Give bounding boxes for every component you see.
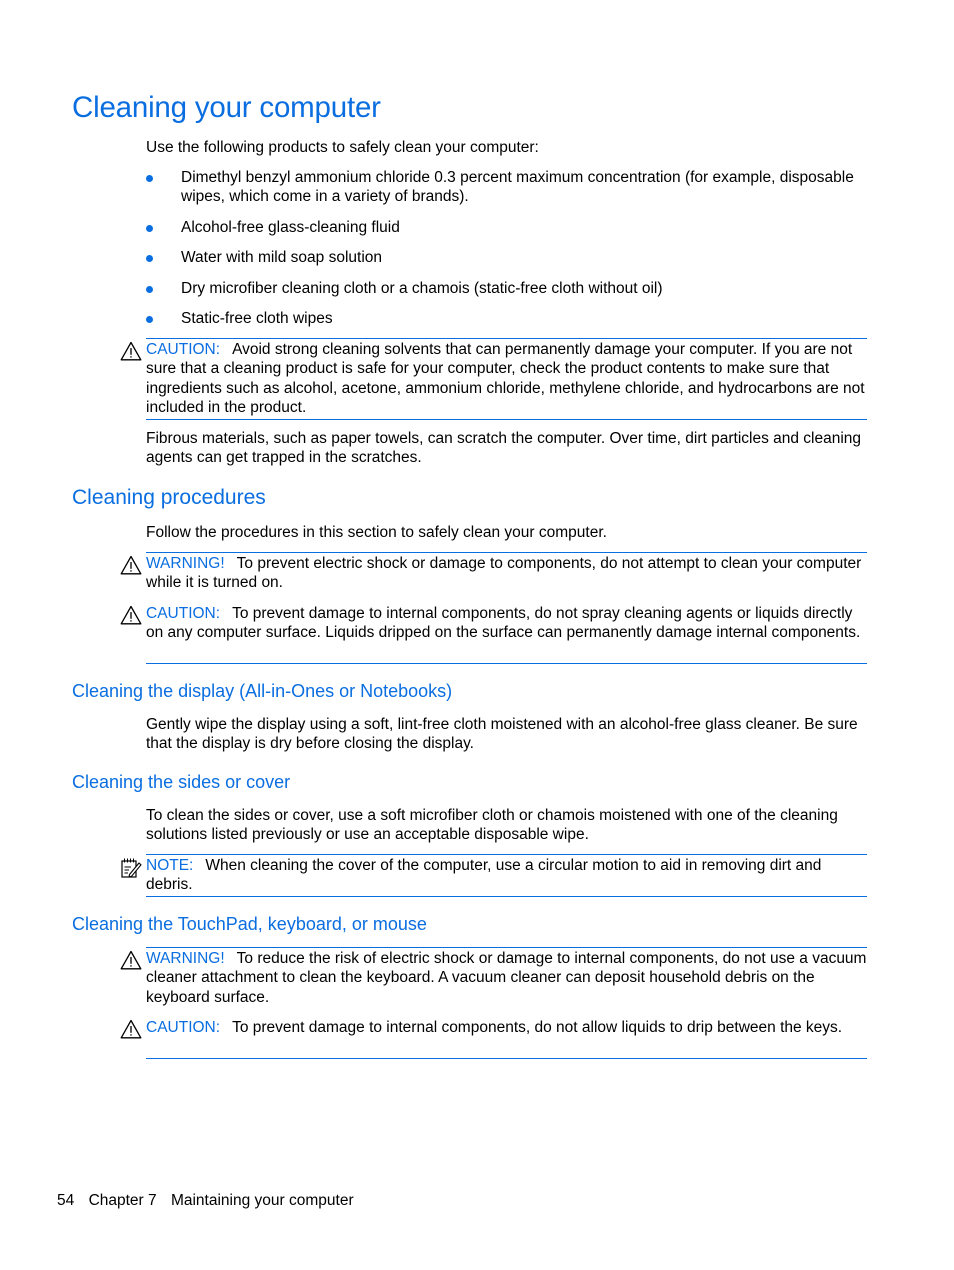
- warning-label: WARNING!: [146, 950, 225, 967]
- sides-text: To clean the sides or cover, use a soft microfiber cloth or chamois moistened with one of the cleaning solutions listed previously or use an acceptable disposable wipe.: [146, 807, 838, 844]
- fibrous-text: Fibrous materials, such as paper towels, can scratch the computer. Over time, dirt particles and cleaning agents can get trapped in the scratches.: [146, 430, 862, 467]
- page-title: Cleaning your computer: [72, 91, 381, 124]
- section-heading: Cleaning procedures: [72, 486, 266, 509]
- notice-bottom-rule: [146, 896, 867, 897]
- notice-top-rule: [146, 947, 867, 948]
- warning-triangle-icon: [120, 341, 142, 361]
- note-notice: [146, 856, 867, 895]
- warning-triangle-icon: [120, 950, 142, 970]
- notice-bottom-rule: [146, 1058, 867, 1059]
- caution-text: To prevent damage to internal components, do not allow liquids to drip between the keys.: [232, 1019, 843, 1036]
- caution-label: CAUTION:: [146, 605, 221, 622]
- chapter-label: Chapter 7: [88, 1192, 157, 1209]
- warning-notice: [146, 554, 867, 593]
- warning-label: WARNING!: [146, 555, 225, 572]
- procedures-intro: Follow the procedures in this section to safely clean your computer.: [146, 524, 607, 541]
- notice-top-rule: [146, 552, 867, 553]
- caution-notice: [146, 604, 867, 643]
- notice-top-rule: [146, 338, 867, 339]
- bullet-icon: [146, 316, 153, 323]
- note-pencil-icon: [120, 857, 142, 879]
- bullet-icon: [146, 175, 153, 182]
- notice-bottom-rule: [146, 663, 867, 664]
- display-text: Gently wipe the display using a soft, lint-free cloth moistened with an alcohol-free glass cleaner. Be sure that the display is dry before closing the display.: [146, 716, 858, 753]
- list-item: Dry microfiber cleaning cloth or a chamois (static-free cloth without oil): [146, 279, 868, 298]
- subsection-heading: Cleaning the sides or cover: [72, 772, 291, 792]
- list-item: Static-free cloth wipes: [146, 309, 868, 328]
- bullet-icon: [146, 225, 153, 232]
- list-item: Dimethyl benzyl ammonium chloride 0.3 percent maximum concentration (for example, disposable wipes, which come in a variety of brands).: [146, 168, 868, 207]
- subsection-heading: Cleaning the display (All-in-Ones or Notebooks): [72, 681, 453, 701]
- caution-notice: [146, 1018, 867, 1037]
- caution-text: Avoid strong cleaning solvents that can permanently damage your computer. If you are not sure that a cleaning product is safe for your computer, check the product contents to make sure that ingredients such as alcohol, acetone, ammonium chloride, methylene chloride, and hydrocarbons are not included in the product.: [146, 341, 865, 416]
- warning-text: To reduce the risk of electric shock or damage to internal components, do not use a vacuum cleaner attachment to clean the keyboard. A vacuum cleaner can deposit household debris on the keyboard surface.: [146, 950, 867, 1006]
- caution-notice: [146, 340, 867, 417]
- list-item: Alcohol-free glass-cleaning fluid: [146, 218, 868, 237]
- warning-triangle-icon: [120, 605, 142, 625]
- warning-text: To prevent electric shock or damage to components, do not attempt to clean your computer while it is turned on.: [146, 555, 862, 592]
- caution-text: To prevent damage to internal components, do not spray cleaning agents or liquids directly on any computer surface. Liquids dripped on the surface can permanently damage internal components.: [146, 605, 861, 642]
- caution-label: CAUTION:: [146, 1019, 221, 1036]
- warning-notice: [146, 949, 867, 1007]
- warning-triangle-icon: [120, 555, 142, 575]
- notice-bottom-rule: [146, 419, 867, 420]
- bullet-icon: [146, 255, 153, 262]
- warning-triangle-icon: [120, 1019, 142, 1039]
- subsection-heading: Cleaning the TouchPad, keyboard, or mouse: [72, 914, 427, 934]
- note-text: When cleaning the cover of the computer, use a circular motion to aid in removing dirt and debris.: [146, 857, 822, 894]
- page-footer: [57, 1191, 364, 1210]
- note-label: NOTE:: [146, 857, 194, 874]
- page-number: 54: [57, 1192, 75, 1209]
- chapter-title: Maintaining your computer: [170, 1192, 354, 1209]
- bullet-icon: [146, 286, 153, 293]
- intro-text: Use the following products to safely clean your computer:: [146, 139, 539, 156]
- list-item: Water with mild soap solution: [146, 248, 868, 267]
- caution-label: CAUTION:: [146, 341, 221, 358]
- notice-top-rule: [146, 854, 867, 855]
